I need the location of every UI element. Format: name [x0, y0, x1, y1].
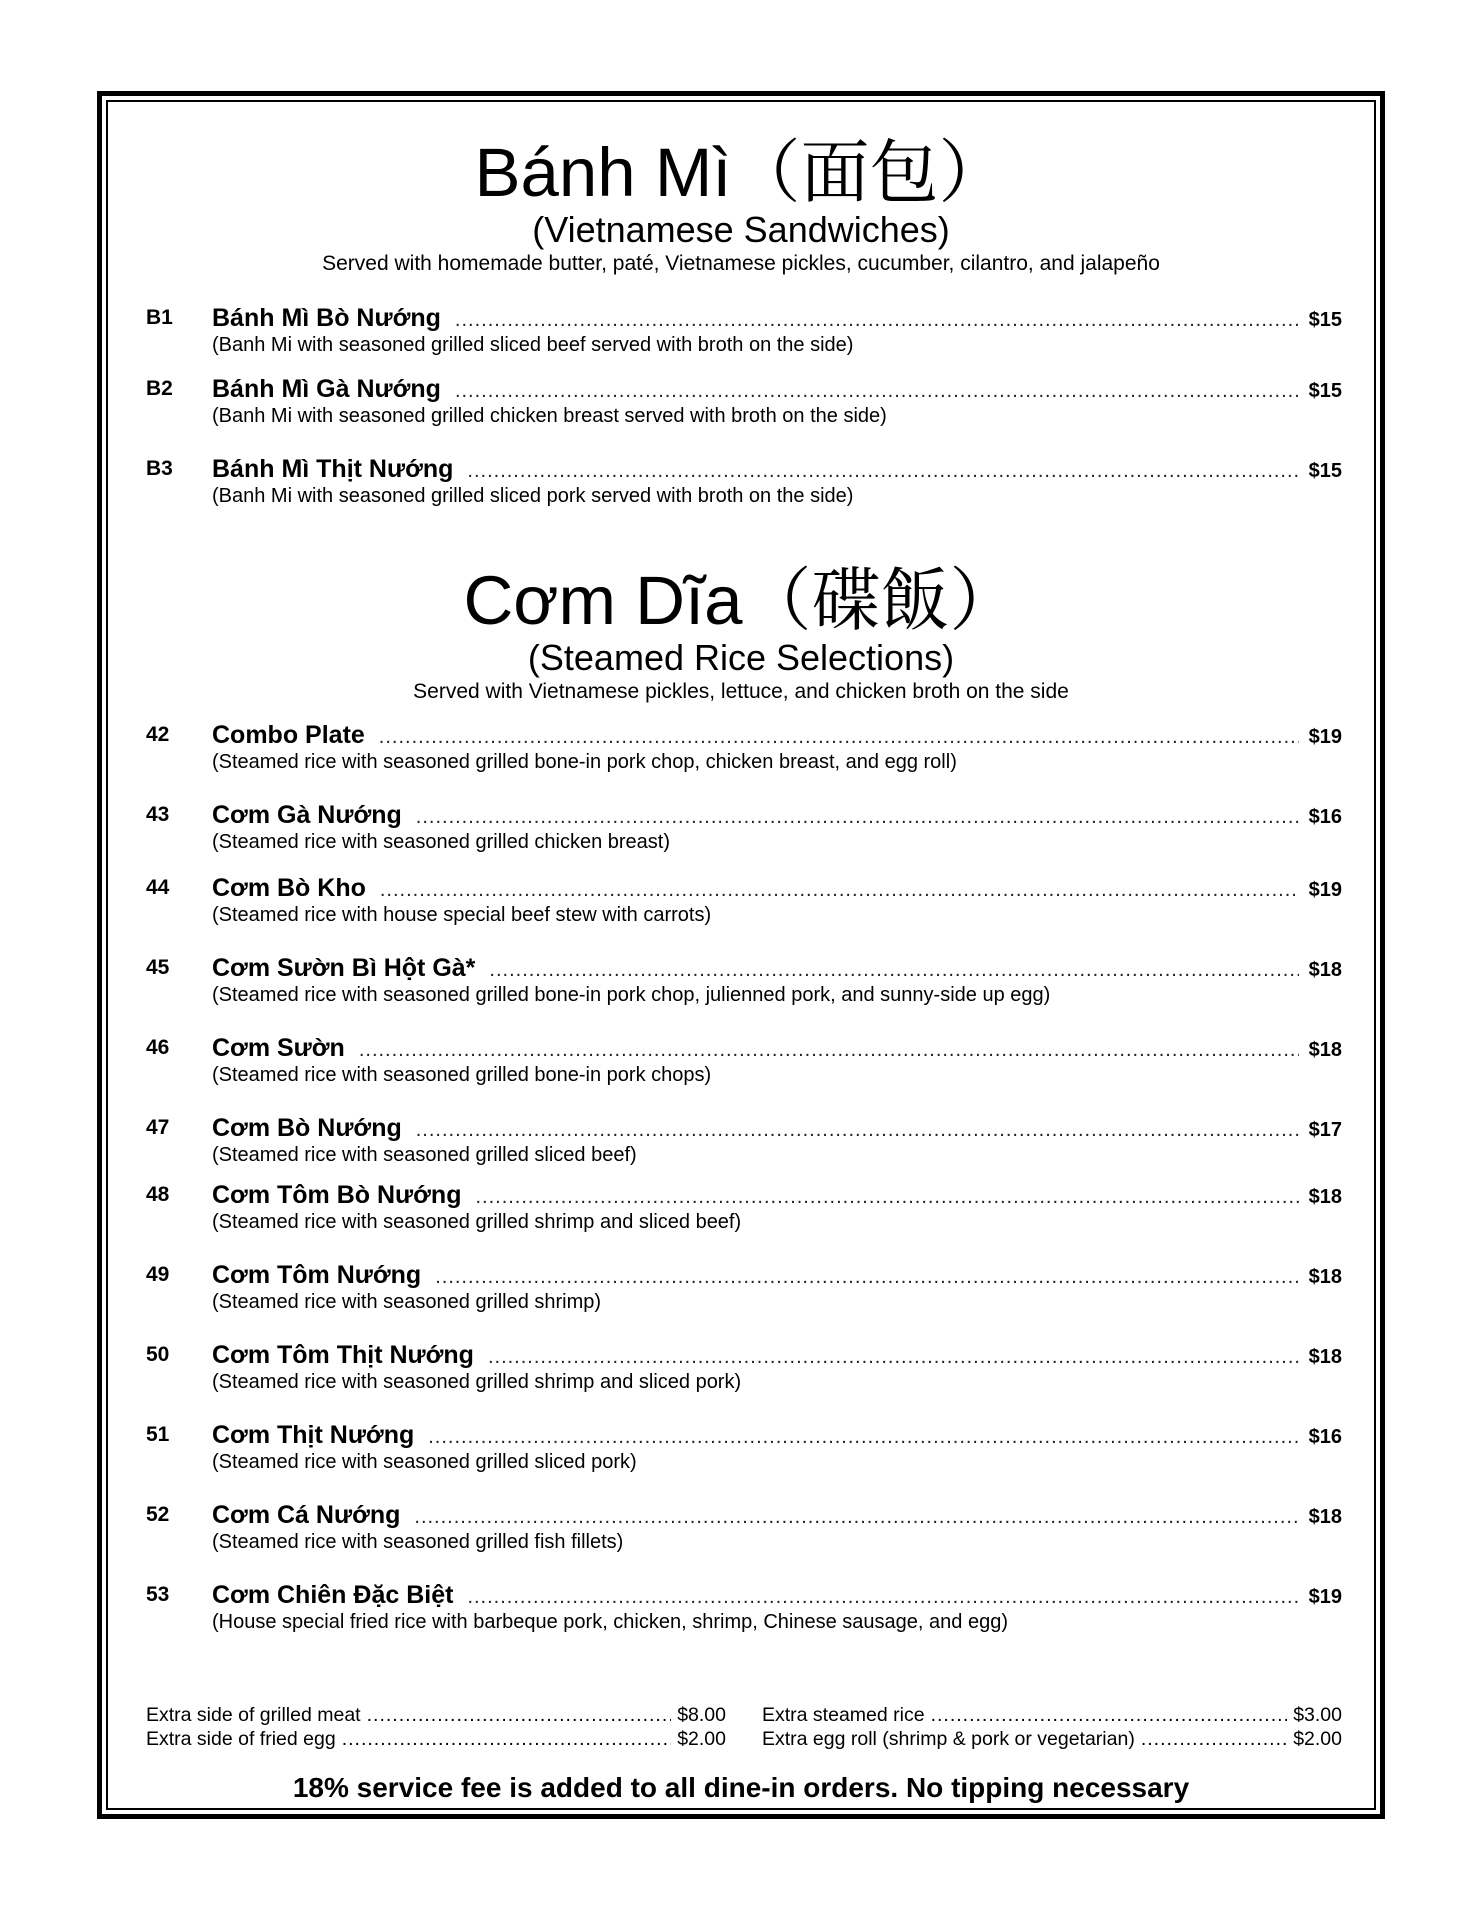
- extra-price: $8.00: [677, 1704, 726, 1726]
- item-code: 49: [146, 1263, 170, 1286]
- item-name: Cơm Tôm Bò Nướng: [212, 1181, 462, 1209]
- item-name: Bánh Mì Gà Nướng: [212, 375, 441, 403]
- menu-item-51: [146, 1422, 1342, 1486]
- item-name: Cơm Bò Kho: [212, 874, 366, 902]
- extras-left: [146, 1703, 726, 1751]
- extra-item: [146, 1703, 726, 1727]
- item-name: Bánh Mì Bò Nướng: [212, 304, 441, 332]
- item-code: 46: [146, 1036, 170, 1059]
- menu-item-b3: [146, 456, 1342, 520]
- banh-mi-title: Bánh Mì（面包）: [474, 134, 1008, 211]
- com-dia-title: Cơm Dĩa（碟飯）: [463, 562, 1019, 639]
- item-code: B1: [146, 306, 173, 329]
- dot-leader: [414, 1504, 1298, 1530]
- extra-item: [762, 1703, 1342, 1727]
- item-price: $17: [1308, 1119, 1342, 1141]
- item-price: $18: [1308, 959, 1342, 981]
- dot-leader: [428, 1424, 1298, 1450]
- item-price: $18: [1308, 1039, 1342, 1061]
- item-description: (Steamed rice with seasoned grilled fish fillets): [212, 1531, 624, 1553]
- extra-label: Extra egg roll (shrimp & pork or vegetarian): [762, 1728, 1135, 1750]
- menu-item-49: [146, 1262, 1342, 1326]
- menu-item-44: [146, 875, 1342, 939]
- dot-leader: [467, 1584, 1298, 1610]
- extras-right: [762, 1703, 1342, 1751]
- dot-leader: [455, 378, 1299, 404]
- item-code: B2: [146, 377, 173, 400]
- item-code: 51: [146, 1423, 170, 1446]
- item-description: (Steamed rice with seasoned grilled sliced beef): [212, 1144, 637, 1166]
- item-description: (Steamed rice with seasoned grilled bone-in pork chop, chicken breast, and egg roll): [212, 751, 957, 773]
- item-price: $18: [1308, 1506, 1342, 1528]
- item-name: Cơm Cá Nướng: [212, 1501, 401, 1529]
- menu-item-46: [146, 1035, 1342, 1099]
- item-name: Cơm Tôm Thịt Nướng: [212, 1341, 474, 1369]
- item-code: 42: [146, 723, 170, 746]
- item-name: Cơm Tôm Nướng: [212, 1261, 422, 1289]
- item-name: Cơm Sườn Bì Hột Gà*: [212, 954, 476, 982]
- banh-mi-subtitle: (Vietnamese Sandwiches): [532, 209, 950, 250]
- item-price: $16: [1308, 1426, 1342, 1448]
- item-price: $18: [1308, 1346, 1342, 1368]
- service-fee-notice: 18% service fee is added to all dine-in orders. No tipping necessary: [292, 1772, 1190, 1803]
- item-price: $18: [1308, 1186, 1342, 1208]
- extra-item: [146, 1727, 726, 1751]
- item-description: (Steamed rice with house special beef stew with carrots): [212, 904, 712, 926]
- item-description: (Steamed rice with seasoned grilled shrimp and sliced pork): [212, 1371, 742, 1393]
- extra-price: $2.00: [677, 1728, 726, 1750]
- extra-item: [762, 1727, 1342, 1751]
- item-price: $16: [1308, 806, 1342, 828]
- dot-leader: [467, 458, 1298, 484]
- item-code: B3: [146, 457, 173, 480]
- item-code: 48: [146, 1183, 170, 1206]
- item-description: (Steamed rice with seasoned grilled bone-in pork chops): [212, 1064, 712, 1086]
- dot-leader: [342, 1727, 672, 1751]
- menu-item-b1: [146, 305, 1342, 369]
- item-description: (Banh Mi with seasoned grilled chicken breast served with broth on the side): [212, 405, 887, 427]
- dot-leader: [379, 724, 1299, 750]
- menu-page: [106, 100, 1376, 1810]
- item-description: (Banh Mi with seasoned grilled sliced pork served with broth on the side): [212, 485, 854, 507]
- item-description: (Steamed rice with seasoned grilled shrimp): [212, 1291, 602, 1313]
- menu-item-45: [146, 955, 1342, 1019]
- item-name: Cơm Thịt Nướng: [212, 1421, 415, 1449]
- item-name: Cơm Sườn: [212, 1034, 345, 1062]
- item-description: (Steamed rice with seasoned grilled sliced pork): [212, 1451, 637, 1473]
- item-price: $15: [1308, 309, 1342, 331]
- com-dia-subtitle: (Steamed Rice Selections): [527, 637, 955, 678]
- com-dia-note: Served with Vietnamese pickles, lettuce, and chicken broth on the side: [413, 680, 1069, 703]
- dot-leader: [416, 804, 1299, 830]
- item-code: 47: [146, 1116, 170, 1139]
- item-price: $18: [1308, 1266, 1342, 1288]
- item-description: (House special fried rice with barbeque pork, chicken, shrimp, Chinese sausage, and egg): [212, 1611, 1008, 1633]
- dot-leader: [380, 877, 1299, 903]
- dot-leader: [455, 307, 1299, 333]
- menu-item-43: [146, 802, 1342, 866]
- item-code: 50: [146, 1343, 170, 1366]
- item-description: (Banh Mi with seasoned grilled sliced beef served with broth on the side): [212, 334, 854, 356]
- item-price: $19: [1308, 1586, 1342, 1608]
- menu-item-50: [146, 1342, 1342, 1406]
- extra-label: Extra steamed rice: [762, 1704, 925, 1726]
- item-price: $19: [1308, 879, 1342, 901]
- extra-label: Extra side of fried egg: [146, 1728, 336, 1750]
- menu-item-48: [146, 1182, 1342, 1246]
- extra-price: $3.00: [1293, 1704, 1342, 1726]
- dot-leader: [435, 1264, 1298, 1290]
- item-name: Cơm Bò Nướng: [212, 1114, 402, 1142]
- item-description: (Steamed rice with seasoned grilled bone-in pork chop, julienned pork, and sunny-side up egg): [212, 984, 1051, 1006]
- item-code: 52: [146, 1503, 170, 1526]
- dot-leader: [488, 1344, 1299, 1370]
- item-code: 43: [146, 803, 170, 826]
- item-description: (Steamed rice with seasoned grilled chicken breast): [212, 831, 670, 853]
- menu-item-52: [146, 1502, 1342, 1566]
- dot-leader: [475, 1184, 1298, 1210]
- dot-leader: [367, 1703, 672, 1727]
- menu-item-47: [146, 1115, 1342, 1179]
- item-code: 53: [146, 1583, 170, 1606]
- item-price: $19: [1308, 726, 1342, 748]
- item-name: Combo Plate: [212, 721, 365, 749]
- item-price: $15: [1308, 460, 1342, 482]
- extra-price: $2.00: [1293, 1728, 1342, 1750]
- menu-item-b2: [146, 376, 1342, 440]
- extra-label: Extra side of grilled meat: [146, 1704, 361, 1726]
- menu-item-53: [146, 1582, 1342, 1646]
- dot-leader: [931, 1703, 1288, 1727]
- item-code: 44: [146, 876, 170, 899]
- menu-item-42: [146, 722, 1342, 786]
- item-price: $15: [1308, 380, 1342, 402]
- item-code: 45: [146, 956, 170, 979]
- item-description: (Steamed rice with seasoned grilled shrimp and sliced beef): [212, 1211, 742, 1233]
- dot-leader: [489, 957, 1298, 983]
- item-name: Cơm Chiên Đặc Biệt: [212, 1581, 454, 1609]
- dot-leader: [416, 1117, 1299, 1143]
- banh-mi-note: Served with homemade butter, paté, Vietnamese pickles, cucumber, cilantro, and jalapeño: [322, 252, 1160, 275]
- item-name: Cơm Gà Nướng: [212, 801, 402, 829]
- item-name: Bánh Mì Thịt Nướng: [212, 455, 454, 483]
- dot-leader: [359, 1037, 1299, 1063]
- dot-leader: [1141, 1727, 1287, 1751]
